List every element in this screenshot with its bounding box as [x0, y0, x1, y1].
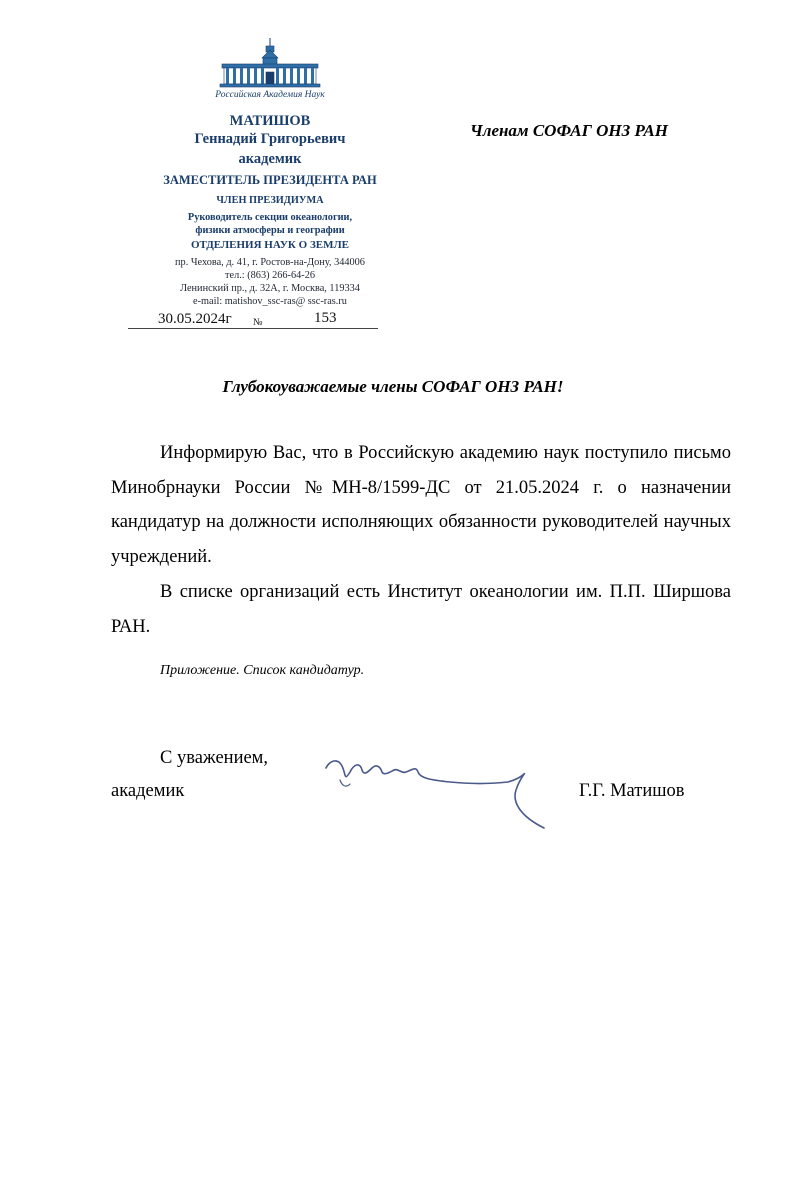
email: e-mail: matishov_ssc-ras@ ssc-ras.ru — [193, 296, 347, 307]
address-moscow: Ленинский пр., д. 32А, г. Москва, 119334 — [180, 283, 360, 294]
salutation: Глубокоуважаемые члены СОФАГ ОНЗ РАН! — [222, 377, 564, 396]
ras-building-logo-icon — [190, 36, 350, 100]
addressee: Членам СОФАГ ОНЗ РАН — [470, 121, 668, 140]
logo-caption: Российская Академия Наук — [215, 90, 325, 100]
position: ЗАМЕСТИТЕЛЬ ПРЕЗИДЕНТА РАН — [163, 173, 377, 187]
number-label: № — [253, 317, 263, 328]
given-names: Геннадий Григорьевич — [194, 131, 346, 147]
letterhead — [120, 36, 420, 336]
surname: МАТИШОВ — [229, 113, 311, 129]
department: ОТДЕЛЕНИЯ НАУК О ЗЕМЛЕ — [191, 239, 349, 251]
body-paragraph-1: Информирую Вас, что в Российскую академию наук поступило письмо Минобрнауки России №МН-8/1599-ДС от 21.05.2024 г. о назначении кандидатур на должности исполняющих обязанности руководителей научных учреждений. — [111, 443, 731, 567]
body-paragraph-2: В списке организаций есть Институт океанологии им. П.П. Ширшова РАН. — [111, 582, 731, 637]
presidium: ЧЛЕН ПРЕЗИДИУМА — [216, 195, 324, 206]
rank: академик — [238, 151, 302, 167]
signer-name: Г.Г. Матишов — [579, 781, 685, 801]
address-rostov: пр. Чехова, д. 41, г. Ростов-на-Дону, 344006 — [175, 257, 365, 268]
section-line2: физики атмосферы и географии — [195, 225, 345, 236]
signer-title: академик — [111, 781, 185, 801]
letter-number: 153 — [314, 310, 337, 326]
reference-underline — [128, 328, 378, 329]
attachment-note: Приложение. Список кандидатур. — [160, 663, 365, 678]
letter-date: 30.05.2024г — [158, 311, 232, 327]
phone: тел.: (863) 266-64-26 — [225, 270, 315, 281]
handwritten-signature-icon — [320, 750, 550, 835]
section-line1: Руководитель секции океанологии, — [187, 212, 353, 223]
closing-regards: С уважением, — [160, 748, 269, 768]
